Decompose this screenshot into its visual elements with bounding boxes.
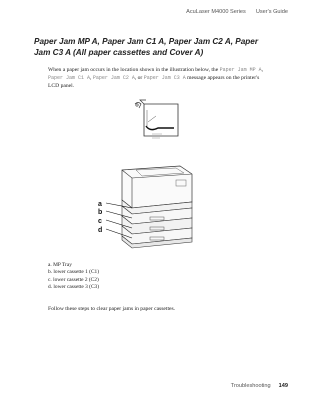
callout-c: c [98, 218, 102, 225]
legend-item-c3: d. lower cassette 3 (C3) [48, 283, 100, 290]
follow-steps-text: Follow these steps to clear paper jams in paper cassettes. [48, 306, 176, 312]
jam-location-illustration [126, 96, 186, 146]
intro-text-before: When a paper jam occurs in the location shown in the illustration below, the [48, 67, 220, 73]
lcd-message-c1-a: Paper Jam C1 A [48, 75, 91, 81]
legend-item-mp-tray: a. MP Tray [48, 262, 72, 268]
running-footer [231, 383, 288, 389]
callout-d: d [98, 227, 103, 234]
intro-separator: , [90, 75, 93, 81]
callout-b: b [98, 209, 103, 216]
legend-item-c2: c. lower cassette 2 (C2) [48, 276, 99, 283]
footer-section: Troubleshooting [230, 383, 271, 389]
printer-illustration [92, 160, 202, 250]
lcd-message-c2-a: Paper Jam C2 A [92, 75, 135, 81]
lcd-message-c3-a: Paper Jam C3 A [143, 75, 186, 81]
lcd-message-mp-a: Paper Jam MP A [219, 67, 262, 73]
intro-paragraph [48, 66, 270, 90]
intro-separator: , or [134, 75, 144, 81]
header-product: AcuLaser M4000 Series [186, 9, 246, 15]
legend-item-c1: b. lower cassette 1 (C1) [48, 269, 100, 276]
page-number: 149 [278, 383, 288, 389]
section-title: Paper Jam MP A, Paper Jam C1 A, Paper Jam C2 A, Paper Jam C3 A (All paper cassettes and Cover A) [34, 37, 259, 57]
intro-separator: , [261, 67, 264, 73]
header-guide: User's Guide [255, 9, 288, 15]
intro-text-after: message appears on the printer's LCD panel. [48, 75, 260, 89]
callout-a: a [98, 201, 102, 208]
figure-legend [48, 262, 99, 291]
running-header [186, 9, 288, 15]
